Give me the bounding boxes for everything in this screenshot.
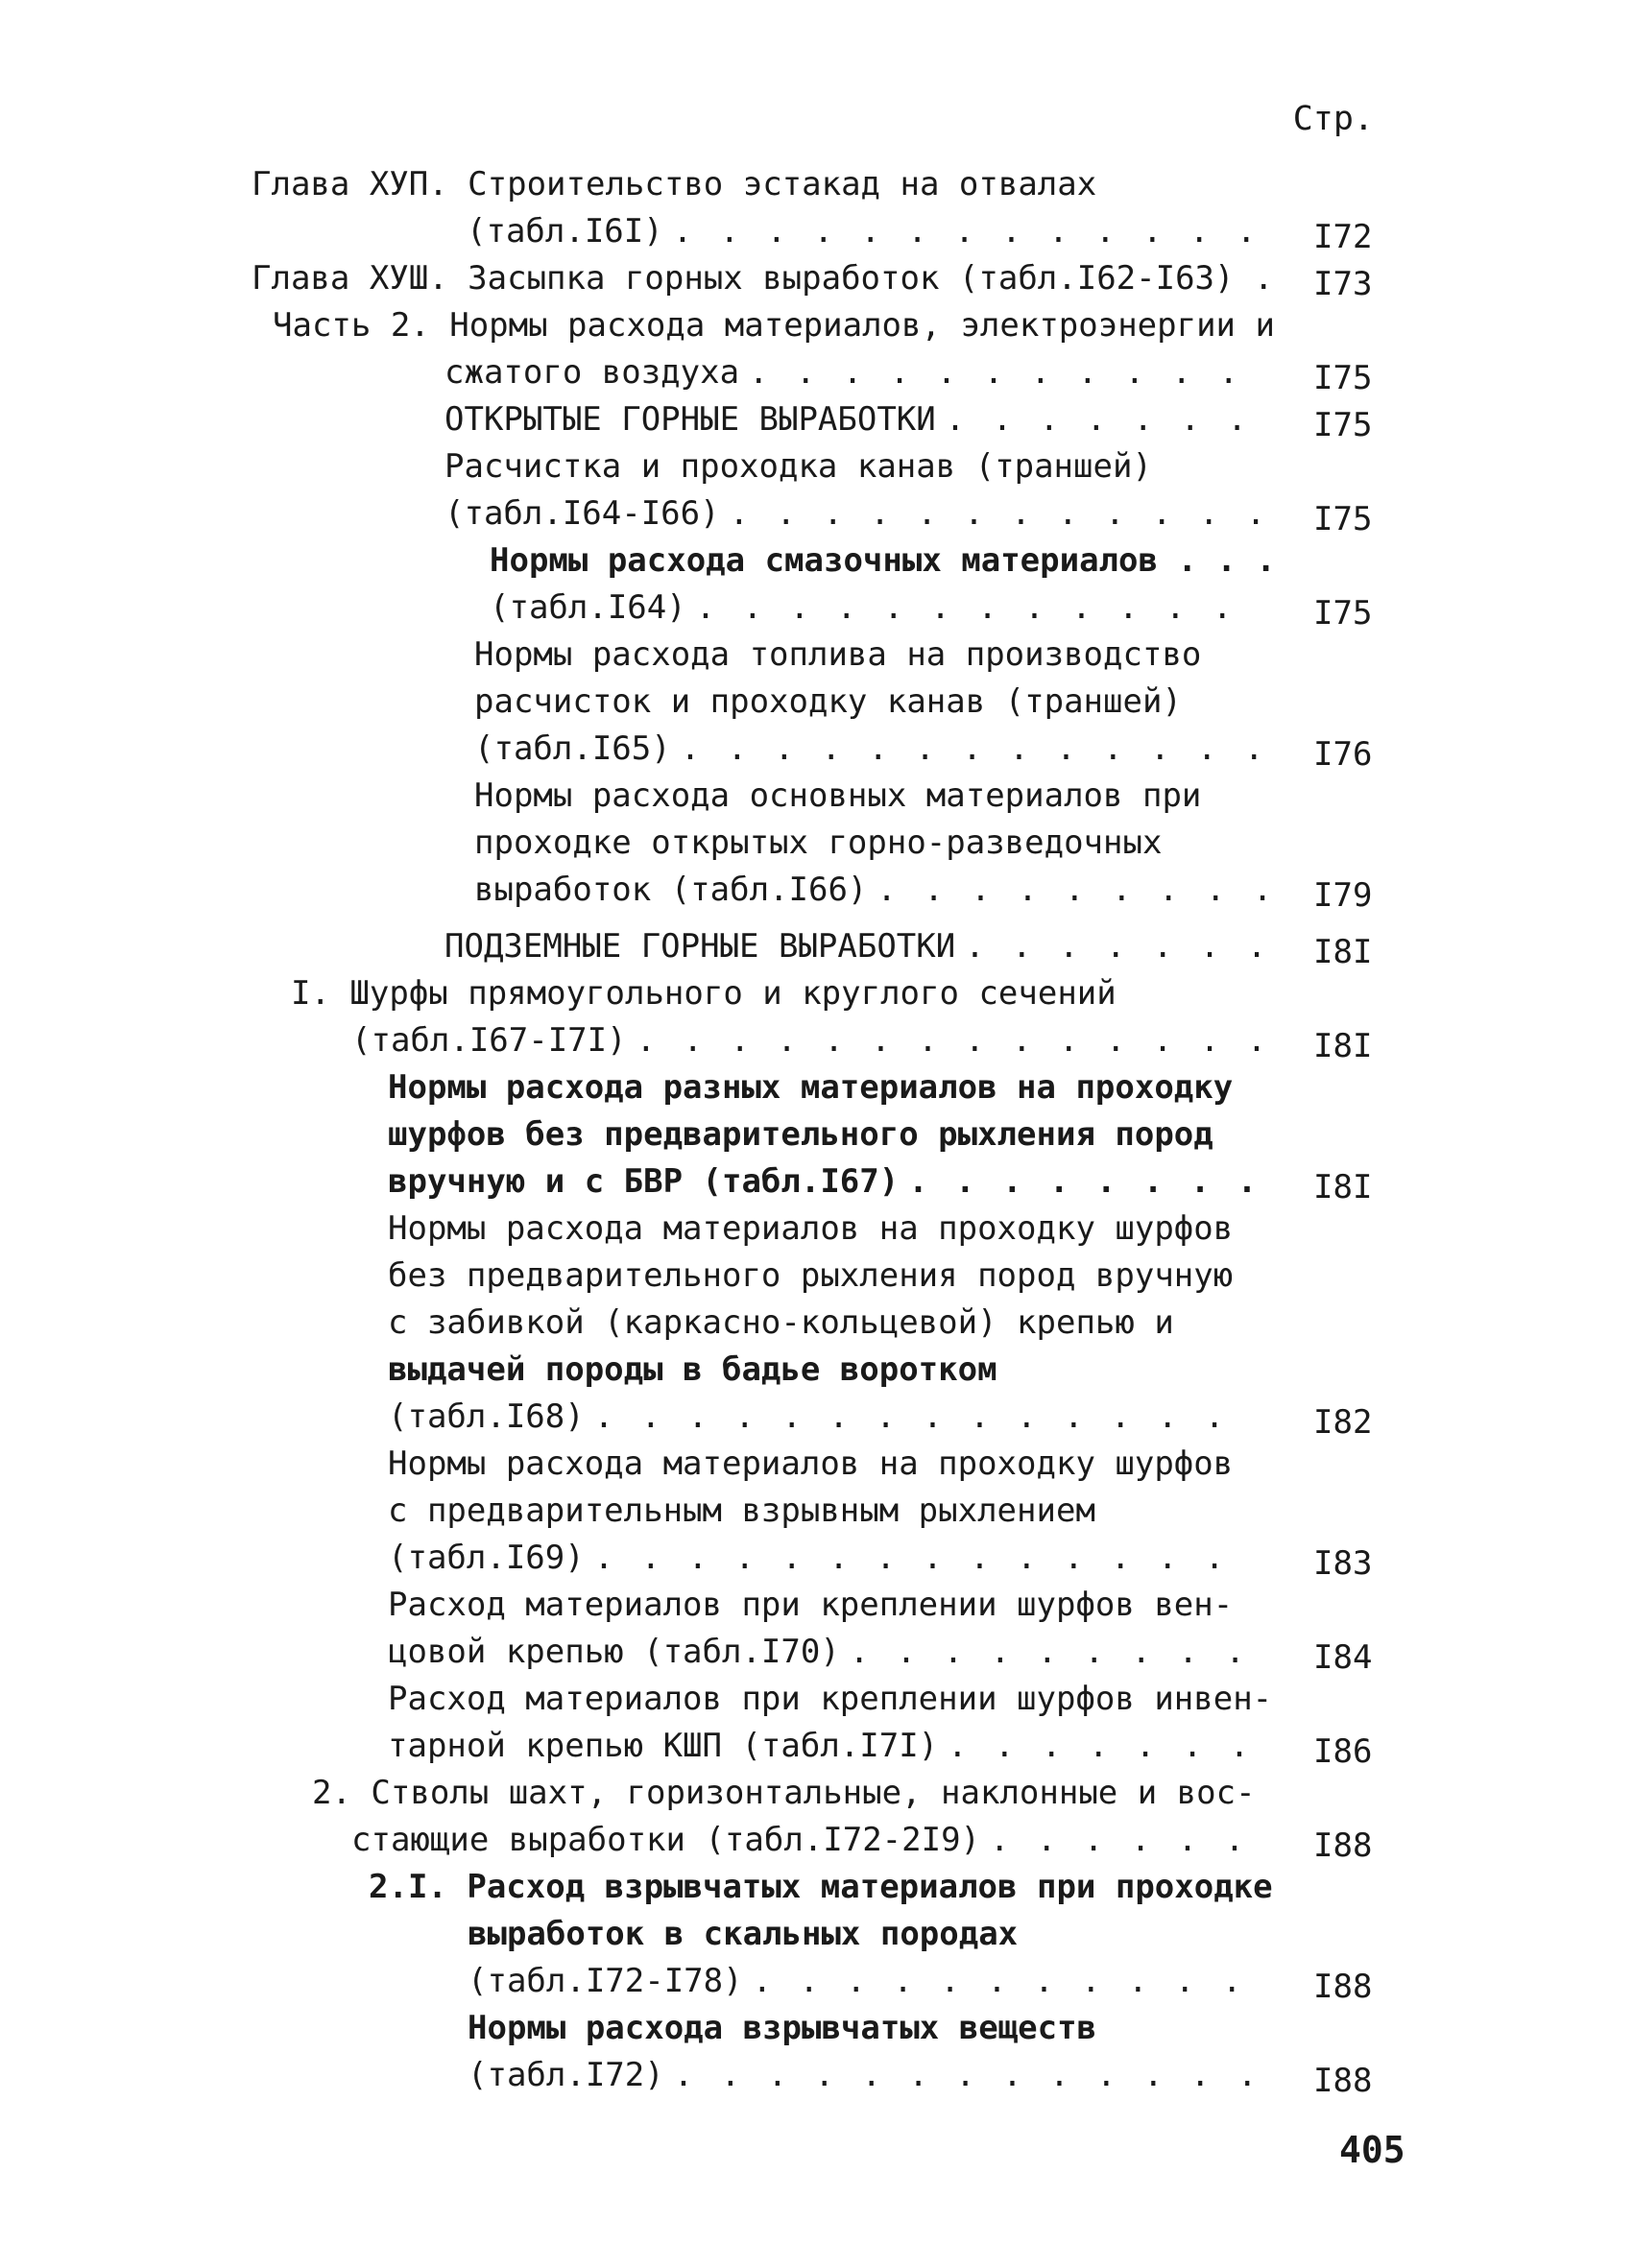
toc-entry-text: стающие выработки (табл.I72-2I9) <box>351 1821 981 1859</box>
toc-entry <box>388 1347 997 1393</box>
toc-entry-text: (табл.I64-I66) <box>444 494 720 533</box>
toc-entry <box>273 302 1275 348</box>
dot-leader <box>671 726 1277 772</box>
toc-entry <box>444 923 1260 969</box>
toc-entry <box>474 773 1201 819</box>
dot-leader <box>585 1394 1260 1440</box>
toc-entry <box>291 970 1117 1016</box>
toc-entry <box>474 726 1277 772</box>
toc-entry-text: (табл.I72-I78) <box>468 1962 743 2000</box>
toc-entry <box>468 1911 1018 1957</box>
toc-entry-text: цовой крепью (табл.I70) <box>388 1633 840 1671</box>
toc-page-number: I75 <box>1313 359 1373 397</box>
page-number: 405 <box>1339 2129 1405 2171</box>
toc-entry-text: (табл.I69) <box>388 1539 585 1577</box>
toc-entry <box>474 632 1201 678</box>
toc-entry-text: Глава ХУШ. Засыпка горных выработок (табл.I62-I63) . <box>252 259 1274 298</box>
toc-entry-text: Глава ХУП. Строительство эстакад на отвалах <box>252 165 1097 203</box>
toc-entry <box>388 1629 1260 1675</box>
toc-entry <box>388 1111 1213 1158</box>
toc-entry <box>388 1676 1272 1722</box>
toc-entry <box>252 255 1273 301</box>
toc-entry <box>474 867 1277 913</box>
toc-page-number: I83 <box>1313 1544 1373 1583</box>
toc-entry <box>351 1817 1260 1863</box>
toc-entry-text: Расход материалов при креплении шурфов вен- <box>388 1586 1234 1624</box>
toc-entry-text: ОТКРЫТЫЕ ГОРНЫЕ ВЫРАБОТКИ <box>444 400 936 439</box>
dot-leader <box>720 490 1267 537</box>
dot-leader <box>585 1535 1260 1581</box>
dot-leader <box>867 867 1277 913</box>
toc-page-number: I86 <box>1313 1732 1373 1771</box>
toc-entry <box>444 490 1267 537</box>
toc-page-number: I75 <box>1313 500 1373 538</box>
toc-entry-text: 2. Стволы шахт, горизонтальные, наклонные и вос- <box>312 1774 1256 1812</box>
toc-entry <box>388 1488 1095 1534</box>
toc-page-number: I88 <box>1313 2062 1373 2100</box>
toc-entry-text: сжатого воздуха <box>444 353 740 392</box>
toc-entry <box>388 1158 1267 1205</box>
dot-leader <box>663 208 1260 254</box>
toc-page-number: I73 <box>1313 265 1373 303</box>
toc-entry-text: без предварительного рыхления пород вручную <box>388 1256 1234 1295</box>
toc-page-number: I79 <box>1313 876 1373 915</box>
toc-entry <box>388 1441 1233 1487</box>
toc-page-number: I75 <box>1313 406 1373 444</box>
toc-entry <box>468 2005 1096 2051</box>
dot-leader <box>664 2052 1260 2098</box>
toc-page-number: I84 <box>1313 1638 1373 1677</box>
toc-entry-text: с предварительным взрывным рыхлением <box>388 1492 1095 1530</box>
toc-entry <box>388 1723 1260 1769</box>
toc-entry-text: шурфов без предварительного рыхления пород <box>388 1115 1213 1154</box>
toc-entry <box>474 820 1162 866</box>
toc-page-number: I88 <box>1313 1826 1373 1865</box>
toc-entry <box>388 1064 1233 1110</box>
dot-leader <box>938 1723 1260 1769</box>
toc-entry <box>351 1017 1260 1063</box>
toc-entry <box>388 1582 1233 1628</box>
toc-entry-text: Нормы расхода материалов на проходку шурфов <box>388 1444 1234 1483</box>
dot-leader <box>840 1629 1260 1675</box>
toc-entry-text: Нормы расхода основных материалов при <box>474 776 1202 815</box>
dot-leader <box>743 1958 1260 2004</box>
toc-entry-text: Расчистка и проходка канав (траншей) <box>444 447 1152 486</box>
toc-entry <box>490 585 1260 631</box>
toc-page-number: I76 <box>1313 735 1373 774</box>
toc-entry <box>388 1394 1260 1440</box>
toc-page-number: I8I <box>1313 1168 1373 1206</box>
toc-entry-text: выработок (табл.I66) <box>474 871 868 909</box>
toc-entry <box>388 1535 1260 1581</box>
toc-entry <box>252 161 1096 207</box>
dot-leader <box>739 349 1260 395</box>
toc-entry-text: (табл.I6I) <box>467 212 663 251</box>
toc-page-number: I88 <box>1313 1968 1373 2006</box>
toc-entry <box>474 679 1182 725</box>
toc-entry-text: (табл.I64) <box>490 588 686 627</box>
page-column-header: Стр. <box>1292 100 1374 138</box>
toc-entry-text: Часть 2. Нормы расхода материалов, электроэнергии и <box>273 306 1275 345</box>
toc-page-number: I8I <box>1313 933 1373 971</box>
dot-leader <box>627 1017 1260 1063</box>
toc-entry-text: выработок в скальных породах <box>468 1915 1019 1953</box>
dot-leader <box>899 1158 1267 1205</box>
toc-entry-text: I. Шурфы прямоугольного и круглого сечений <box>291 974 1117 1013</box>
toc-entry-text: расчисток и проходку канав (траншей) <box>474 682 1182 721</box>
toc-entry-text: Расход материалов при креплении шурфов инвен- <box>388 1680 1273 1718</box>
toc-entry-text: Нормы расхода взрывчатых веществ <box>468 2009 1097 2047</box>
toc-page-number: I75 <box>1313 594 1373 633</box>
toc-entry-text: (табл.I72) <box>468 2056 664 2094</box>
toc-entry <box>490 537 1276 584</box>
toc-entry-text: Нормы расхода разных материалов на проходку <box>388 1068 1234 1107</box>
toc-entry-text: тарной крепью КШП (табл.I7I) <box>388 1727 939 1765</box>
toc-entry-text: (табл.I67-I7I) <box>351 1021 627 1060</box>
toc-entry-text: (табл.I68) <box>388 1397 585 1436</box>
toc-entry-text: выдачей породы в бадье воротком <box>388 1350 997 1389</box>
toc-page-number: I8I <box>1313 1027 1373 1065</box>
toc-entry <box>388 1300 1174 1346</box>
toc-entry-text: проходке открытых горно-разведочных <box>474 824 1163 862</box>
toc-entry-text: ПОДЗЕМНЫЕ ГОРНЫЕ ВЫРАБОТКИ <box>444 927 956 966</box>
toc-entry-text: с забивкой (каркасно-кольцевой) крепью и <box>388 1303 1174 1342</box>
toc-entry <box>444 396 1260 442</box>
toc-entry-text: (табл.I65) <box>474 729 671 768</box>
dot-leader <box>955 923 1260 969</box>
toc-entry-text: Нормы расхода материалов на проходку шурфов <box>388 1209 1234 1248</box>
toc-entry <box>468 1958 1260 2004</box>
toc-entry-text: 2.I. Расход взрывчатых материалов при проходке <box>369 1868 1273 1906</box>
toc-entry-text: Нормы расхода смазочных материалов . . . <box>490 541 1276 580</box>
toc-entry <box>444 349 1260 395</box>
toc-entry <box>388 1206 1233 1252</box>
toc-entry <box>444 443 1152 489</box>
toc-entry <box>312 1770 1256 1816</box>
dot-leader <box>936 396 1260 442</box>
toc-page-number: I82 <box>1313 1403 1373 1442</box>
toc-entry <box>468 2052 1260 2098</box>
dot-leader <box>980 1817 1260 1863</box>
toc-entry-text: вручную и с БВР (табл.I67) <box>388 1162 900 1201</box>
toc-entry-text: Нормы расхода топлива на производство <box>474 635 1202 674</box>
toc-entry <box>467 208 1260 254</box>
dot-leader <box>686 585 1260 631</box>
toc-entry <box>369 1864 1273 1910</box>
toc-entry <box>388 1253 1233 1299</box>
toc-page-number: I72 <box>1313 218 1373 256</box>
